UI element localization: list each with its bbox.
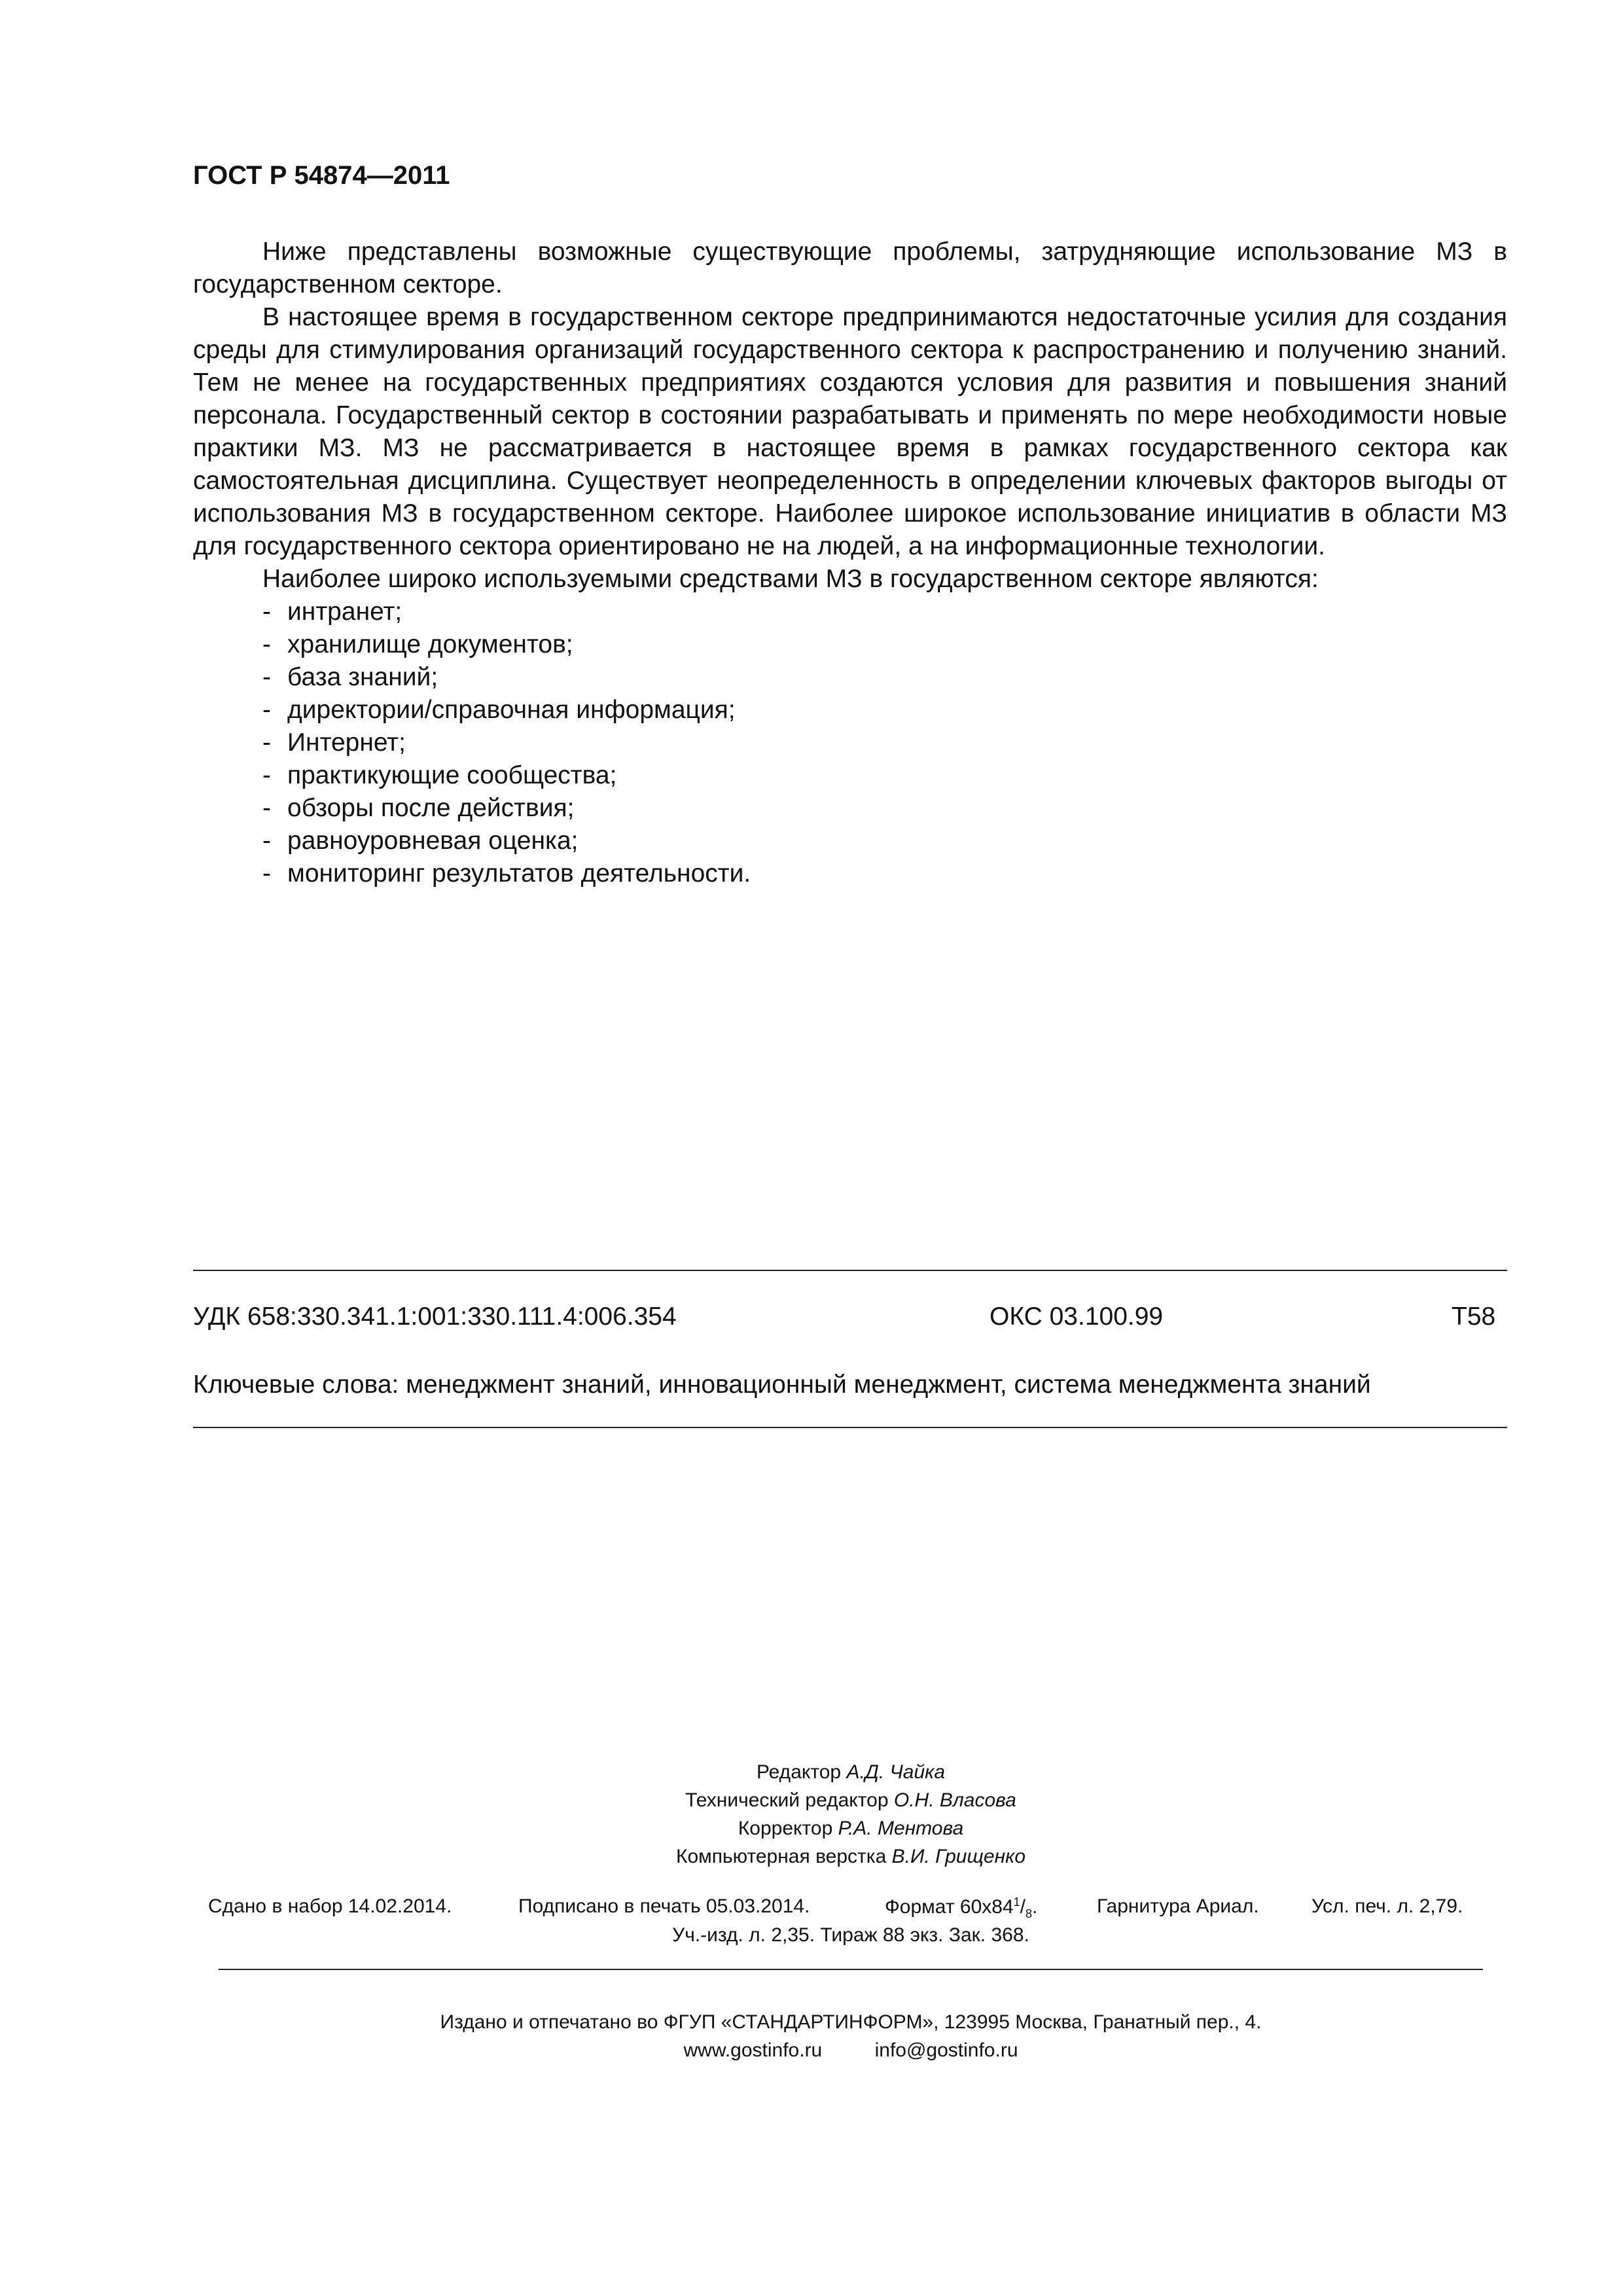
list-item: - практикующие сообщества; [262, 761, 617, 789]
paragraph-1: Ниже представлены возможные существующие проблемы, затрудняющие использование МЗ в государственном секторе. [193, 238, 1507, 298]
website-link[interactable]: www.gostinfo.ru [683, 2039, 823, 2061]
publisher-divider [219, 1969, 1483, 1970]
list-item: - равноуровневая оценка; [262, 827, 579, 855]
paragraph-3: Наиболее широко используемыми средствами МЗ в государственном секторе являются: [262, 565, 1319, 593]
print-sheets: Усл. печ. л. 2,79. [1311, 1895, 1463, 1917]
edition-info: Уч.-изд. л. 2,35. Тираж 88 экз. Зак. 368. [672, 1924, 1029, 1946]
oks-code: ОКС 03.100.99 [990, 1302, 1164, 1331]
typeface: Гарнитура Ариал. [1097, 1895, 1259, 1917]
document-header: ГОСТ Р 54874—2011 [193, 161, 450, 190]
main-text [193, 236, 1507, 890]
credits-block [0, 1758, 1623, 1871]
list-item: - хранилище документов; [262, 630, 573, 658]
tech-editor-line: Технический редактор О.Н. Власова [685, 1789, 1016, 1811]
list-item: - Интернет; [262, 728, 406, 757]
signed-date: Подписано в печать 05.03.2014. [518, 1895, 810, 1917]
list-item: - интранет; [262, 598, 402, 626]
publisher-address: Издано и отпечатано во ФГУП «СТАНДАРТИНФОРМ», 123995 Москва, Гранатный пер., 4. [440, 2011, 1262, 2033]
submitted-date: Сдано в набор 14.02.2014. [208, 1895, 452, 1917]
corrector-line: Корректор Р.А. Ментова [738, 1818, 964, 1839]
udk-code: УДК 658:330.341.1:001:330.111.4:006.354 [193, 1302, 677, 1331]
publisher-contacts [0, 2036, 1623, 2064]
list-item: - мониторинг результатов деятельности. [262, 859, 751, 888]
layout-line: Компьютерная верстка В.И. Грищенко [675, 1846, 1026, 1867]
list-item: - база знаний; [262, 663, 438, 691]
bottom-divider [193, 1427, 1507, 1428]
editor-line: Редактор А.Д. Чайка [756, 1761, 946, 1783]
keywords: Ключевые слова: менеджмент знаний, инновационный менеджмент, система менеджмента знаний [193, 1371, 1371, 1399]
tools-list [193, 596, 1507, 890]
top-divider [193, 1270, 1507, 1271]
email-link[interactable]: info@gostinfo.ru [874, 2039, 1018, 2061]
paragraph-2: В настоящее время в государственном секторе предпринимаются недостаточные усилия для создания среды для стимулирования организаций государственного сектора к распространению и получению знаний. Тем не менее на государственных предприятиях создаются условия для развития и повышения знаний персонала. Государственный сектор в состоянии разрабатывать и применять по мере необходимости новые практики МЗ. МЗ не рассматривается в настоящее время в рамках государственного сектора как самостоятельная дисциплина. Существует неопределенность в определении ключевых факторов выгоды от использования МЗ в государственном секторе. Наиболее широкое использование инициатив в области МЗ для государственного сектора ориентировано не на людей, а на информационные технологии. [193, 303, 1507, 560]
list-item: - обзоры после действия; [262, 794, 575, 822]
t-code: Т58 [1452, 1302, 1496, 1331]
list-item: - директории/справочная информация; [262, 696, 736, 724]
publisher-block [0, 2008, 1623, 2064]
paper-format: Формат $60х84^1/_8$. [885, 1895, 1038, 1920]
